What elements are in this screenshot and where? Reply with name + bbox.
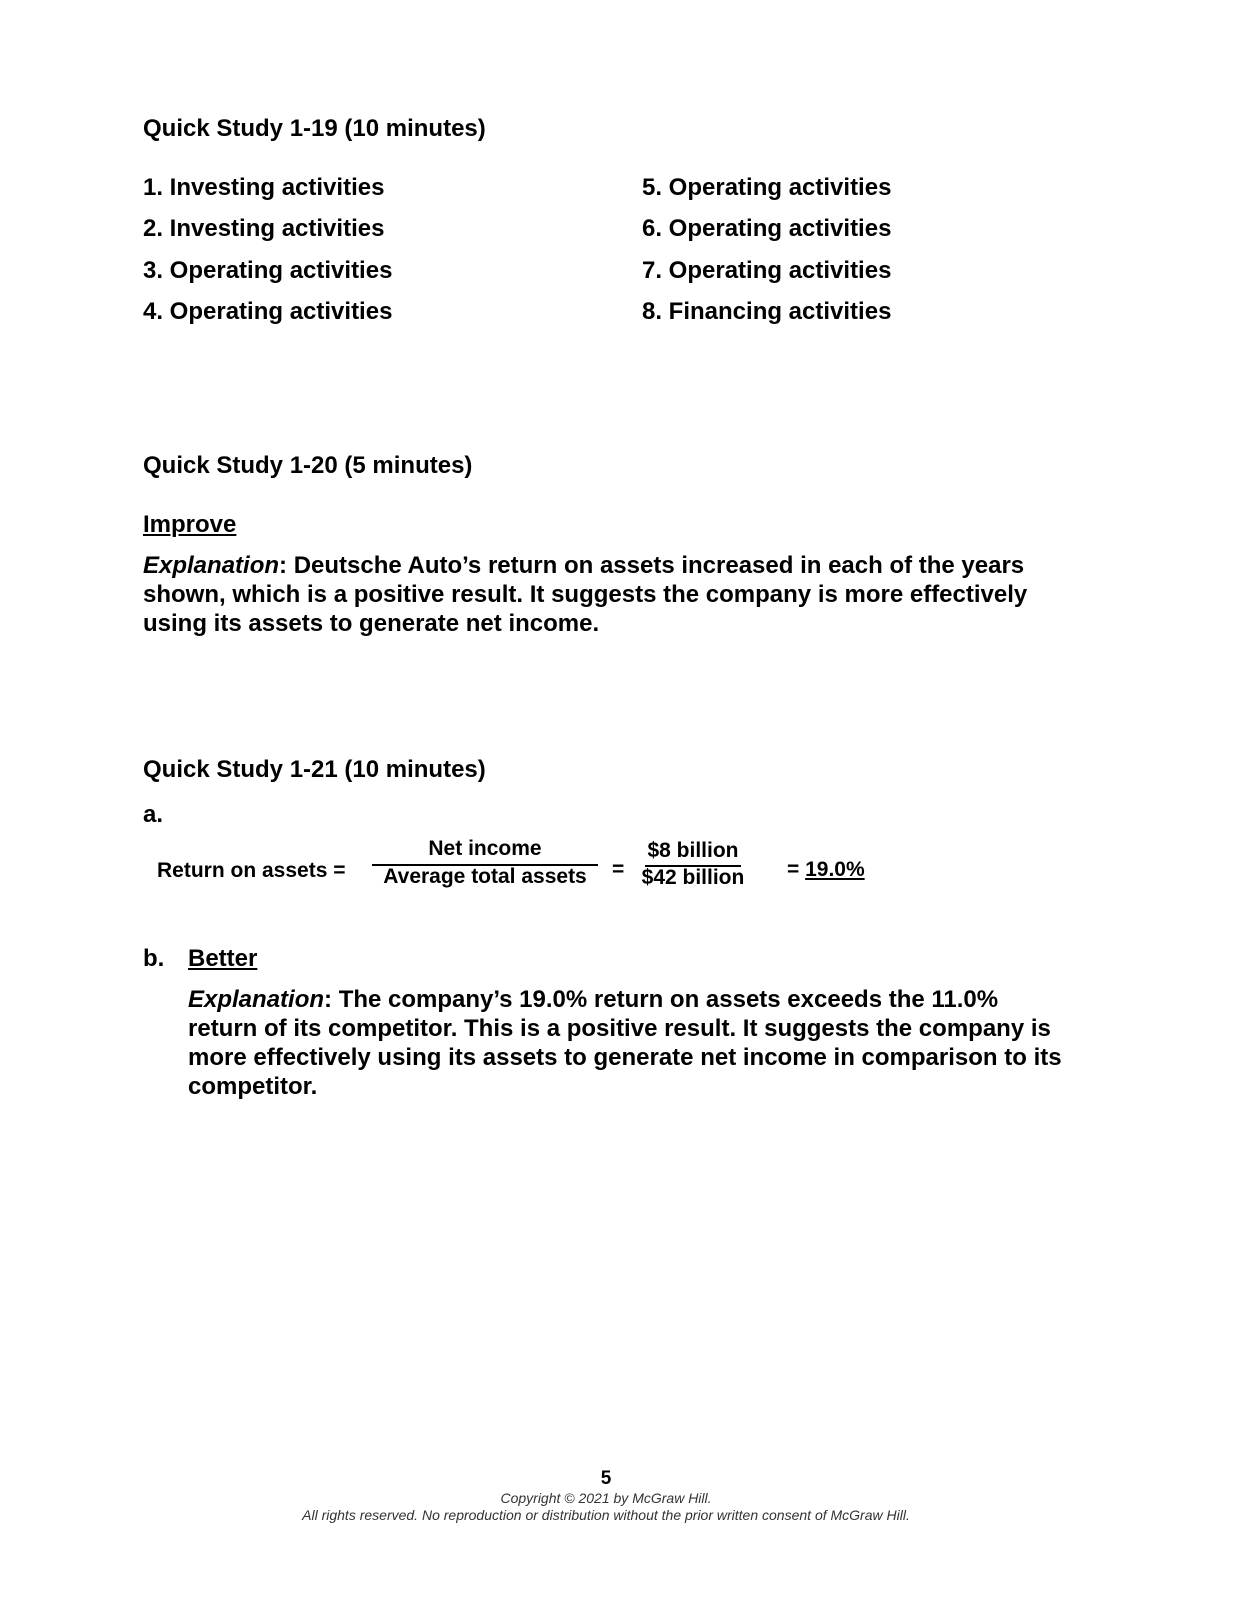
result-prefix: = [787, 858, 806, 881]
qs21-explanation [188, 985, 1068, 1101]
list-item: 7. Operating activities [642, 257, 892, 284]
formula-denominator: Average total assets [383, 865, 587, 888]
part-b-label: b. [143, 945, 165, 972]
formula-label: Return on assets = [157, 859, 346, 882]
list-item: 3. Operating activities [143, 257, 393, 284]
result-value: 19.0% [805, 858, 865, 881]
list-item: 8. Financing activities [642, 298, 892, 325]
part-a-label: a. [143, 801, 164, 828]
list-item: 5. Operating activities [642, 174, 892, 201]
list-item: 4. Operating activities [143, 298, 393, 325]
footer-copyright: Copyright © 2021 by McGraw Hill. [500, 1490, 712, 1506]
formula-den-value: $42 billion [641, 866, 745, 889]
list-item: 6. Operating activities [642, 215, 892, 242]
formula-num-value: $8 billion [647, 839, 739, 862]
formula-numerator: Net income [428, 837, 542, 860]
qs20-title: Quick Study 1-20 (5 minutes) [143, 452, 473, 479]
qs20-explanation [143, 551, 1073, 638]
list-item: 1. Investing activities [143, 174, 385, 201]
formula-equals: = [612, 858, 625, 881]
explanation-text: : The company’s 19.0% return on assets exceeds the 11.0% return of its competitor. This is a positive result. It suggests the company is more effectively using its assets to generate net income in comparison to its competitor. [188, 986, 1062, 1100]
formula-result [787, 858, 865, 882]
qs20-answer: Improve [143, 511, 237, 538]
qs21-answer: Better [188, 945, 258, 972]
explanation-text: : Deutsche Auto’s return on assets increased in each of the years shown, which is a positive result. It suggests the company is more effectively using its assets to generate net income. [143, 552, 1028, 637]
list-item: 2. Investing activities [143, 215, 385, 242]
explanation-label: Explanation [143, 552, 280, 579]
qs19-title: Quick Study 1-19 (10 minutes) [143, 115, 486, 142]
qs21-title: Quick Study 1-21 (10 minutes) [143, 756, 486, 783]
explanation-label: Explanation [188, 986, 325, 1013]
footer-rights: All rights reserved. No reproduction or distribution without the prior written consent of McGraw Hill. [302, 1507, 910, 1523]
page-number: 5 [600, 1468, 612, 1489]
